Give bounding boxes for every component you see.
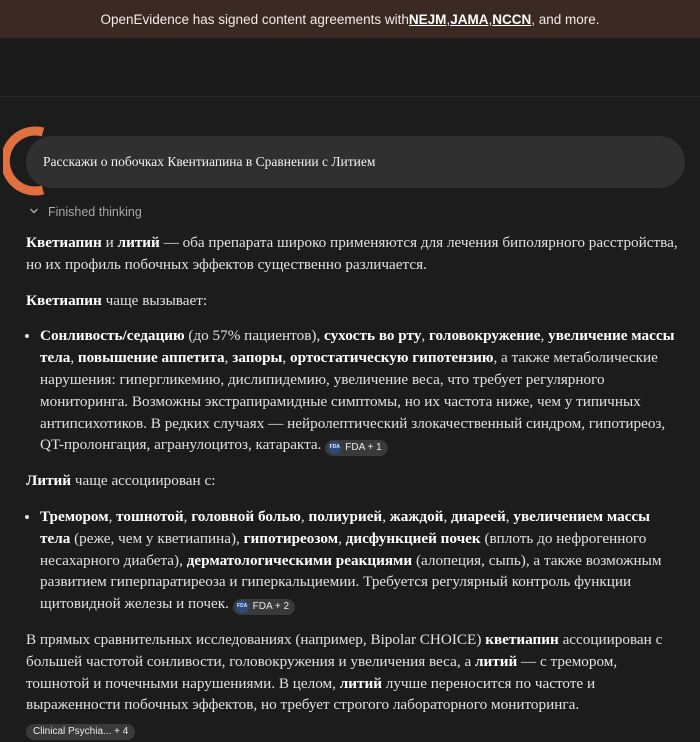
citation-badge-clinical-psychiatry[interactable] [26,724,135,740]
answer-text: , [338,529,346,547]
finished-thinking-label: Finished thinking [48,205,142,219]
answer-text: (вплоть до нефрогенного несахарного диабета), [40,529,647,569]
bold-term: гипотиреозом [243,529,339,547]
bold-term: Литий [26,472,72,490]
answer-text: , [282,349,290,367]
bold-term: повышение аппетита [77,349,225,367]
answer-text: , [300,507,309,525]
bold-term: Кветиапин [26,234,102,251]
citation-label: FDA + 1 [345,441,382,453]
bold-term: головной болью [191,507,301,525]
answer-text: — оба препарата широко применяются для лечения биполярного расстройства, но их профиль побочных эффектов существенно различается. [26,234,678,273]
quetiapine-effects-list [26,325,684,456]
answer-text: чаще вызывает: [101,291,208,309]
lithium-heading-paragraph [26,470,684,492]
answer-text: ассоциирован с большей частотой сонливости, головокружения и увеличения веса, а [26,630,663,670]
answer-text: (реже, чем у кветиапина), [70,529,244,547]
quetiapine-heading-paragraph [26,290,684,312]
banner-suffix: , and more. [531,11,600,27]
nejm-link[interactable]: NEJM [408,11,447,27]
answer-text: , [382,507,390,525]
finished-thinking-toggle[interactable] [29,203,142,221]
citation-label: FDA + 2 [252,600,290,612]
answer-text: , [443,507,452,525]
bold-term: увеличением массы тела [40,507,651,547]
bold-term: запоры [232,349,283,367]
bold-term: головокружение [429,327,541,345]
banner-text: OpenEvidence has signed content agreements with [100,11,409,27]
bold-term: кветиапин [485,630,559,648]
bold-term: сухость во рту [324,327,422,345]
banner-separator: , [488,11,493,27]
bold-term: Тремором [40,507,109,525]
answer-text: и [101,234,118,251]
jama-link[interactable]: JAMA [450,11,489,27]
answer-text: , [421,327,430,345]
citation-badge-fda-1[interactable] [325,440,387,456]
answer-text: , а также метаболические нарушения: гипергликемию, дислипидемию, увеличение веса, что требует регулярного мониторинга. Возможны экстрапирамидные симптомы, но их частота ниже, чем у типичных антипсихотиков. В редких случаях — нейролептический злокачественный синдром, гипотиреоз, QT-пролонгация, агранулоцитоз, катаракта. [40,349,666,454]
bold-term: увеличение массы тела [40,327,675,367]
user-query-bubble [26,136,685,188]
comparison-paragraph [26,629,684,716]
list-item [40,506,684,615]
lithium-effects-list [26,506,684,615]
bold-term: дерматологическими реакциями [186,551,413,569]
bold-term: диареей [451,507,506,525]
fda-logo-icon: FDA [236,600,249,613]
answer-text: (до 57% пациентов), [184,327,325,345]
bold-term: тошнотой [116,507,184,525]
answer-text: — с тремором, тошнотой и почечными нарушениями. В целом, [26,652,618,692]
bold-term: Сонливость/седацию [40,327,185,345]
answer-text: лучше переносится по частоте и выраженности побочных эффектов, но требует строгого лабораторного мониторинга. [26,674,596,714]
answer-text: , [540,327,549,345]
announcement-banner [0,0,700,38]
bold-term: дисфункцией почек [345,529,481,547]
answer-text: чаще ассоциирован с: [71,472,216,490]
bold-term: Кветиапин [26,291,102,309]
chevron-down-icon [29,205,39,219]
answer-text: , [70,349,78,367]
answer-text: В прямых сравнительных исследованиях (например, Bipolar CHOICE) [26,630,486,648]
answer-intro-paragraph [26,232,684,276]
list-item [40,325,684,456]
answer-text: (алопеция, сыпь), а также возможным развитием гиперпаратиреоза и гиперкальциемии. Требуется регулярный контроль функции щитовидной железы и почек. [40,551,662,613]
user-query-text: Расскажи о побочках Квентиапина в Сравнении с Литием [43,154,376,169]
citation-label: Clinical Psychia... + 4 [33,726,129,738]
bold-term: литий [339,674,382,692]
nccn-link[interactable]: NCCN [492,11,532,27]
answer-body [26,232,684,742]
bold-term: литий [474,652,518,670]
bold-term: полиурией [308,507,383,525]
top-bar [0,38,700,97]
fda-logo-icon: FDA [328,441,341,454]
citation-badge-fda-2[interactable] [233,599,295,615]
banner-separator: , [446,11,451,27]
answer-text: , [183,507,192,525]
bold-term: литий [117,234,160,251]
answer-text: , [108,507,117,525]
bold-term: ортостатическую гипотензию [289,349,494,367]
answer-text: , [505,507,514,525]
answer-text: , [224,349,233,367]
bold-term: жаждой [389,507,444,525]
